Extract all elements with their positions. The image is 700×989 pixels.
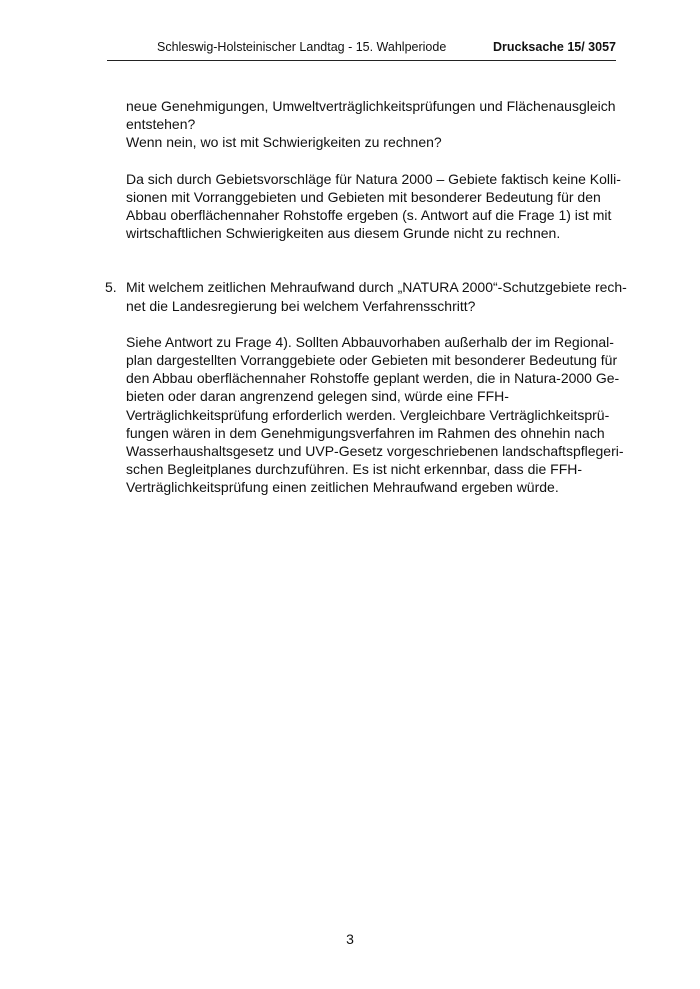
text-line: bieten oder daran angrenzend gelegen sind, würde eine FFH-: [126, 388, 509, 405]
page-header: [107, 38, 616, 61]
question-5: [105, 278, 627, 314]
text-line: Wasserhaushaltsgesetz und UVP-Gesetz vorgeschriebenen landschaftspflegeri-: [126, 443, 624, 460]
text-line: Verträglichkeitsprüfung erforderlich werden. Vergleichbare Verträglichkeitsprü-: [126, 406, 610, 423]
spacer: [126, 260, 616, 278]
question-number: 5.: [105, 279, 117, 296]
text-line: Wenn nein, wo ist mit Schwierigkeiten zu rechnen?: [126, 134, 442, 151]
header-title: Schleswig-Holsteinischer Landtag - 15. Wahlperiode: [157, 40, 447, 54]
text-line: net die Landesregierung bei welchem Verfahrensschritt?: [126, 297, 476, 314]
text-line: Verträglichkeitsprüfung einen zeitlichen Mehraufwand ergeben würde.: [126, 479, 559, 496]
question-continuation: [126, 97, 616, 152]
text-line: schen Begleitplanes durchzuführen. Es ist nicht erkennbar, dass die FFH-: [126, 461, 583, 478]
text-line: wirtschaftlichen Schwierigkeiten aus diesem Grunde nicht zu rechnen.: [126, 225, 561, 242]
text-line: Da sich durch Gebietsvorschläge für Natura 2000 – Gebiete faktisch keine Kolli-: [126, 170, 621, 187]
text-line: Mit welchem zeitlichen Mehraufwand durch „NATURA 2000“-Schutzgebiete rech-: [126, 279, 627, 296]
document-number: Drucksache 15/ 3057: [492, 40, 616, 54]
answer-paragraph-4: [126, 170, 621, 243]
text-line: den Abbau oberflächennaher Rohstoffe geplant werden, die in Natura-2000 Ge-: [126, 370, 620, 387]
text-line: entstehen?: [126, 116, 196, 133]
text-line: Siehe Antwort zu Frage 4). Sollten Abbauvorhaben außerhalb der im Regional-: [126, 333, 614, 350]
text-line: fungen wären in dem Genehmigungsverfahren im Rahmen des ohnehin nach: [126, 424, 605, 441]
text-line: sionen mit Vorranggebieten und Gebieten mit besonderer Bedeutung für den: [126, 188, 601, 205]
answer-paragraph-5: [126, 333, 624, 497]
document-body: [105, 97, 627, 515]
text-line: neue Genehmigungen, Umweltverträglichkeitsprüfungen und Flächenausgleich: [126, 98, 616, 114]
text-line: plan dargestellten Vorranggebiete oder Gebieten mit besonderer Bedeutung für: [126, 352, 618, 369]
page-number: 3: [346, 931, 354, 947]
text-line: Abbau oberflächennaher Rohstoffe ergeben (s. Antwort auf die Frage 1) ist mit: [126, 207, 612, 224]
